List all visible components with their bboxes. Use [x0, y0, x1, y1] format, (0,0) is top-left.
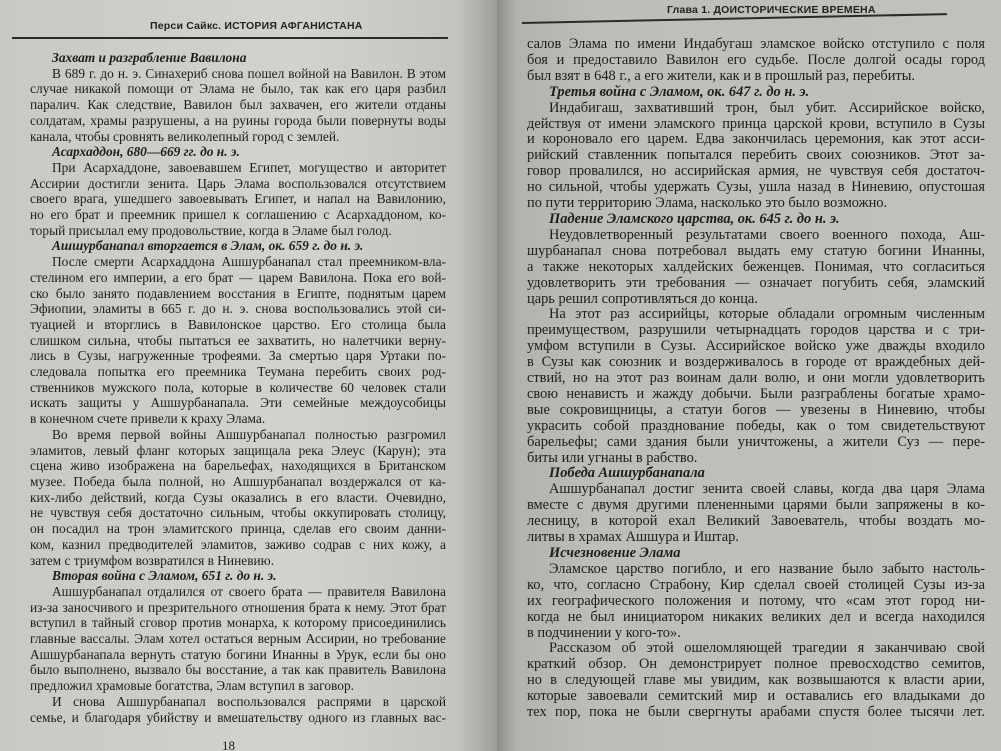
text-line: искать защиты у Ашшурбанапала. Эти семейные междоусобицы [30, 395, 446, 411]
text-line: солдатам, храмы разрушены, а на руины города были повернуты воды [30, 112, 446, 128]
text-line: ско было занято подавлением восстания в Египте, поднятым царем [30, 285, 446, 301]
text-line: и короновало его царем. Едва закончилась церемония, как этот асси- [527, 131, 985, 148]
text-line: Эфиопии, эламиты в 665 г. до н. э. снова воспользовались этой си- [30, 301, 446, 317]
text-line: литвы в храмах Ашшура и Иштар. [527, 529, 739, 546]
text-line: случае никакой помощи от Элама не было, так как его царя разбил [30, 81, 446, 97]
text-line: действуя от имени эламского принца царской крови, вступило в Сузы [527, 115, 985, 132]
text-line: украсить собой празднование победы, как о том свидетельствуют [527, 417, 985, 434]
text-line: Эламское царство погибло, и его название было забыто настоль- [549, 560, 985, 577]
text-line: вместе с двумя другими плененными царями были запряжены в ко- [527, 497, 985, 514]
text-line: Ашшурбанапал отдалился от своего брата — правителя Вавилона [52, 583, 446, 599]
text-line: стелином его империи, а его брат — царем Вавилона. Пока его вой- [30, 269, 446, 285]
text-line: был взят в 648 г., а его жители, как и в прошлый раз, перебиты. [527, 67, 915, 84]
section-heading: Исчезновение Элама [549, 545, 681, 561]
text-line: Индабигаш, захвативший трон, был убит. Ассирийское войско, [549, 99, 985, 116]
text-line: но сильной, чтобы удержать Сузы, ушла назад в Ниневию, опустошая [527, 179, 985, 196]
text-line: тех пор, пока не были свергнуты арабами спустя более тысячи лет. [527, 704, 985, 721]
section-heading: Асархаддон, 680—669 гг. до н. э. [52, 144, 240, 160]
text-line: канала, чтобы сровнять великолепный город с землей. [30, 128, 340, 144]
text-line: торый присылал ему продовольствие, когда в Эламе был голод. [30, 222, 392, 238]
text-line: по пути территорию Элама, насколько это было возможно. [527, 195, 888, 212]
text-line: Рассказом об этой ошеломляющей трагедии я заканчиваю свой [549, 640, 985, 657]
text-line: а также некоторых халдейских беженцев. Понимая, что согласиться [527, 258, 985, 275]
text-line: в подчинении у кого-то». [527, 624, 681, 641]
text-line: После смерти Асархаддона Ашшурбанапал стал преемником-вла- [52, 254, 446, 270]
text-line: боя и предоставило Вавилон его судьбе. После долгой осады город [527, 51, 985, 68]
text-line: умфом вступили в Сузы. Ассирийское войско уже дважды входило [527, 338, 985, 355]
text-line: в конечном счете привели к краху Элама. [30, 411, 266, 427]
text-line: Ашшурбанапал достиг зенита своей славы, когда два царя Элама [549, 481, 985, 498]
text-line: семье, и благодаря убийству и вмешательству одного из главных вас- [30, 709, 446, 725]
text-line: ко, что, согласно Страбону, Кир сделал своей столицей Сузы из-за [527, 576, 985, 593]
text-line: но в следующей главе мы увидим, как возвышаются к власти арии, [527, 672, 985, 689]
text-line: В 689 г. до н. э. Синахериб снова пошел войной на Вавилон. В этом [52, 65, 446, 81]
text-line: Ассирии достигли зенита. Царь Элама воспользовался отсутствием [30, 175, 446, 191]
text-line: При Асархаддоне, завоевавшем Египет, могущество и авторитет [52, 159, 446, 175]
section-heading: Падение Эламского царства, ок. 645 г. до н. э. [549, 210, 840, 227]
text-line: Неудовлетворенный результатами своего военного похода, Аш- [549, 226, 985, 243]
right-page [497, 0, 1001, 751]
text-line: в Сузы как союзник и воздерживалось в городе от враждебных дей- [527, 354, 985, 371]
text-line: Во время первой войны Ашшурбанапал полностью разгромил [52, 426, 446, 442]
text-line: вые сокровищницы, а статуи богов — увезены в Ниневию, чтобы [527, 401, 985, 418]
text-line: лись в Сузы, нагруженные трофеями. За смертью царя Уртаки по- [30, 348, 446, 364]
text-line: затем с триумфом возвратился в Ниневию. [30, 552, 275, 568]
header-rule [12, 37, 448, 39]
text-line: Ашшурбанапала вернуть статую богини Инанны в Урук, если бы оно [30, 646, 446, 662]
text-line: которые завоевали семитский мир и оставались его владыками до [527, 688, 985, 705]
text-line: ствий, но на этот раз воинам дали волю, и они могли удовлетворить [527, 370, 985, 387]
text-line: краткий обзор. Он демонстрирует полное превосходство семитов, [527, 656, 985, 673]
text-line: предложил храмовые богатства, Элам вступил в заговор. [30, 678, 354, 694]
text-line: лесницу, в которой ехал Великий Завоеватель, чтобы воздать мо- [527, 513, 985, 530]
section-heading: Ашшурбанапал вторгается в Элам, ок. 659 г. до н. э. [52, 238, 364, 254]
text-line: биты или угнаны в рабство. [527, 449, 698, 466]
text-line: ственников мужского пола, которые в количестве 60 человек стали [30, 379, 446, 395]
text-line: свою ненависть и жажду добычи. Были разграблены богатые храмо- [527, 385, 985, 402]
text-line: не чувствуя себя достаточно сильным, чтобы оккупировать столицу, [30, 505, 446, 521]
text-line: ком, казнил предводителей эламитов, заживо содрав с них кожу, а [30, 536, 446, 552]
text-line: царь решил сопротивляться до конца. [527, 290, 758, 307]
text-line: ких-либо действий, когда Сузы оказались в его власти. Очевидно, [30, 489, 446, 505]
page-body [30, 50, 446, 725]
page-number: 18 [222, 738, 235, 751]
section-heading: Третья война с Эламом, ок. 647 г. до н. э. [549, 83, 810, 100]
left-page [0, 0, 497, 751]
text-line: эламитов, левый фланг которых защищала река Элеус (Карун); эта [30, 442, 446, 458]
text-line: И снова Ашшурбанапал воспользовался распрями в царской [52, 693, 446, 709]
text-line: следовала попытка его преемника Теумана перебить своих род- [30, 364, 446, 380]
text-line: своего врага, ушедшего завоевывать Египет, и напал на Вавилонию, [30, 191, 446, 207]
text-line: когда не был инициатором никаких великих дел и всегда находился [527, 608, 985, 625]
text-line: сцена живо изображена на барельефах, находящихся в Британском [30, 458, 446, 474]
running-head: Глава 1. ДОИСТОРИЧЕСКИЕ ВРЕМЕНА [667, 4, 876, 16]
running-head: Перси Сайкс. ИСТОРИЯ АФГАНИСТАНА [150, 20, 363, 32]
text-line: салов Элама по имени Индабугаш эламское войско отступило с поля [527, 36, 985, 52]
text-line: из-за заносчивого и презрительного отношения брата к нему. Этот брат [30, 599, 446, 615]
text-line: вступил в тайный сговор против монарха, к которому присоединились [30, 615, 446, 631]
text-line: главные вассалы. Элам хотел остаться верным Ассирии, но требование [30, 631, 446, 647]
section-heading: Захват и разграбление Вавилона [52, 50, 247, 65]
text-line: он посадил на трон эламитского принца, сделав его своим данни- [30, 521, 446, 537]
text-line: туацией и вторглись в Вавилонское царство. Его столица была [30, 316, 446, 332]
text-line: паралич. Как следствие, Вавилон был захвачен, его жители отданы [30, 97, 446, 113]
text-line: музее. Победа была полной, но Ашшурбанапал воздержался от ка- [30, 473, 446, 489]
text-line: преимуществом, разрушили четырнадцать городов царства и с три- [527, 322, 985, 339]
text-line: барельефы; сами здания были уничтожены, а жители Суз — пере- [527, 433, 985, 450]
text-line: говор провалился, но ассирийская армия, не чувствуя себя достаточ- [527, 163, 985, 180]
text-line: На этот раз ассирийцы, которые обладали огромным численным [549, 306, 985, 323]
page-body [527, 37, 985, 721]
text-line: их географического положения и потому, что «сам этот город ни- [527, 592, 985, 609]
text-line: слишком сильна, чтобы пытаться ее захватить, но налетчики верну- [30, 332, 446, 348]
section-heading: Вторая война с Эламом, 651 г. до н. э. [52, 568, 277, 584]
text-line: шурбанапал снова потребовал выдать ему статую богини Инанны, [527, 242, 985, 259]
text-line: но его брат и преемник пришел к соглашению с Асархаддоном, ко- [30, 207, 446, 223]
section-heading: Победа Ашшурбанапала [549, 465, 705, 482]
text-line: рийский ставленник попытался перебить своих союзников. Этот за- [527, 147, 985, 164]
text-line: удовлетворить эти требования — означает погубить себя, эламский [527, 274, 985, 291]
text-line: было выполнено, вызвало бы восстание, а так как правитель Вавилона [30, 662, 446, 678]
